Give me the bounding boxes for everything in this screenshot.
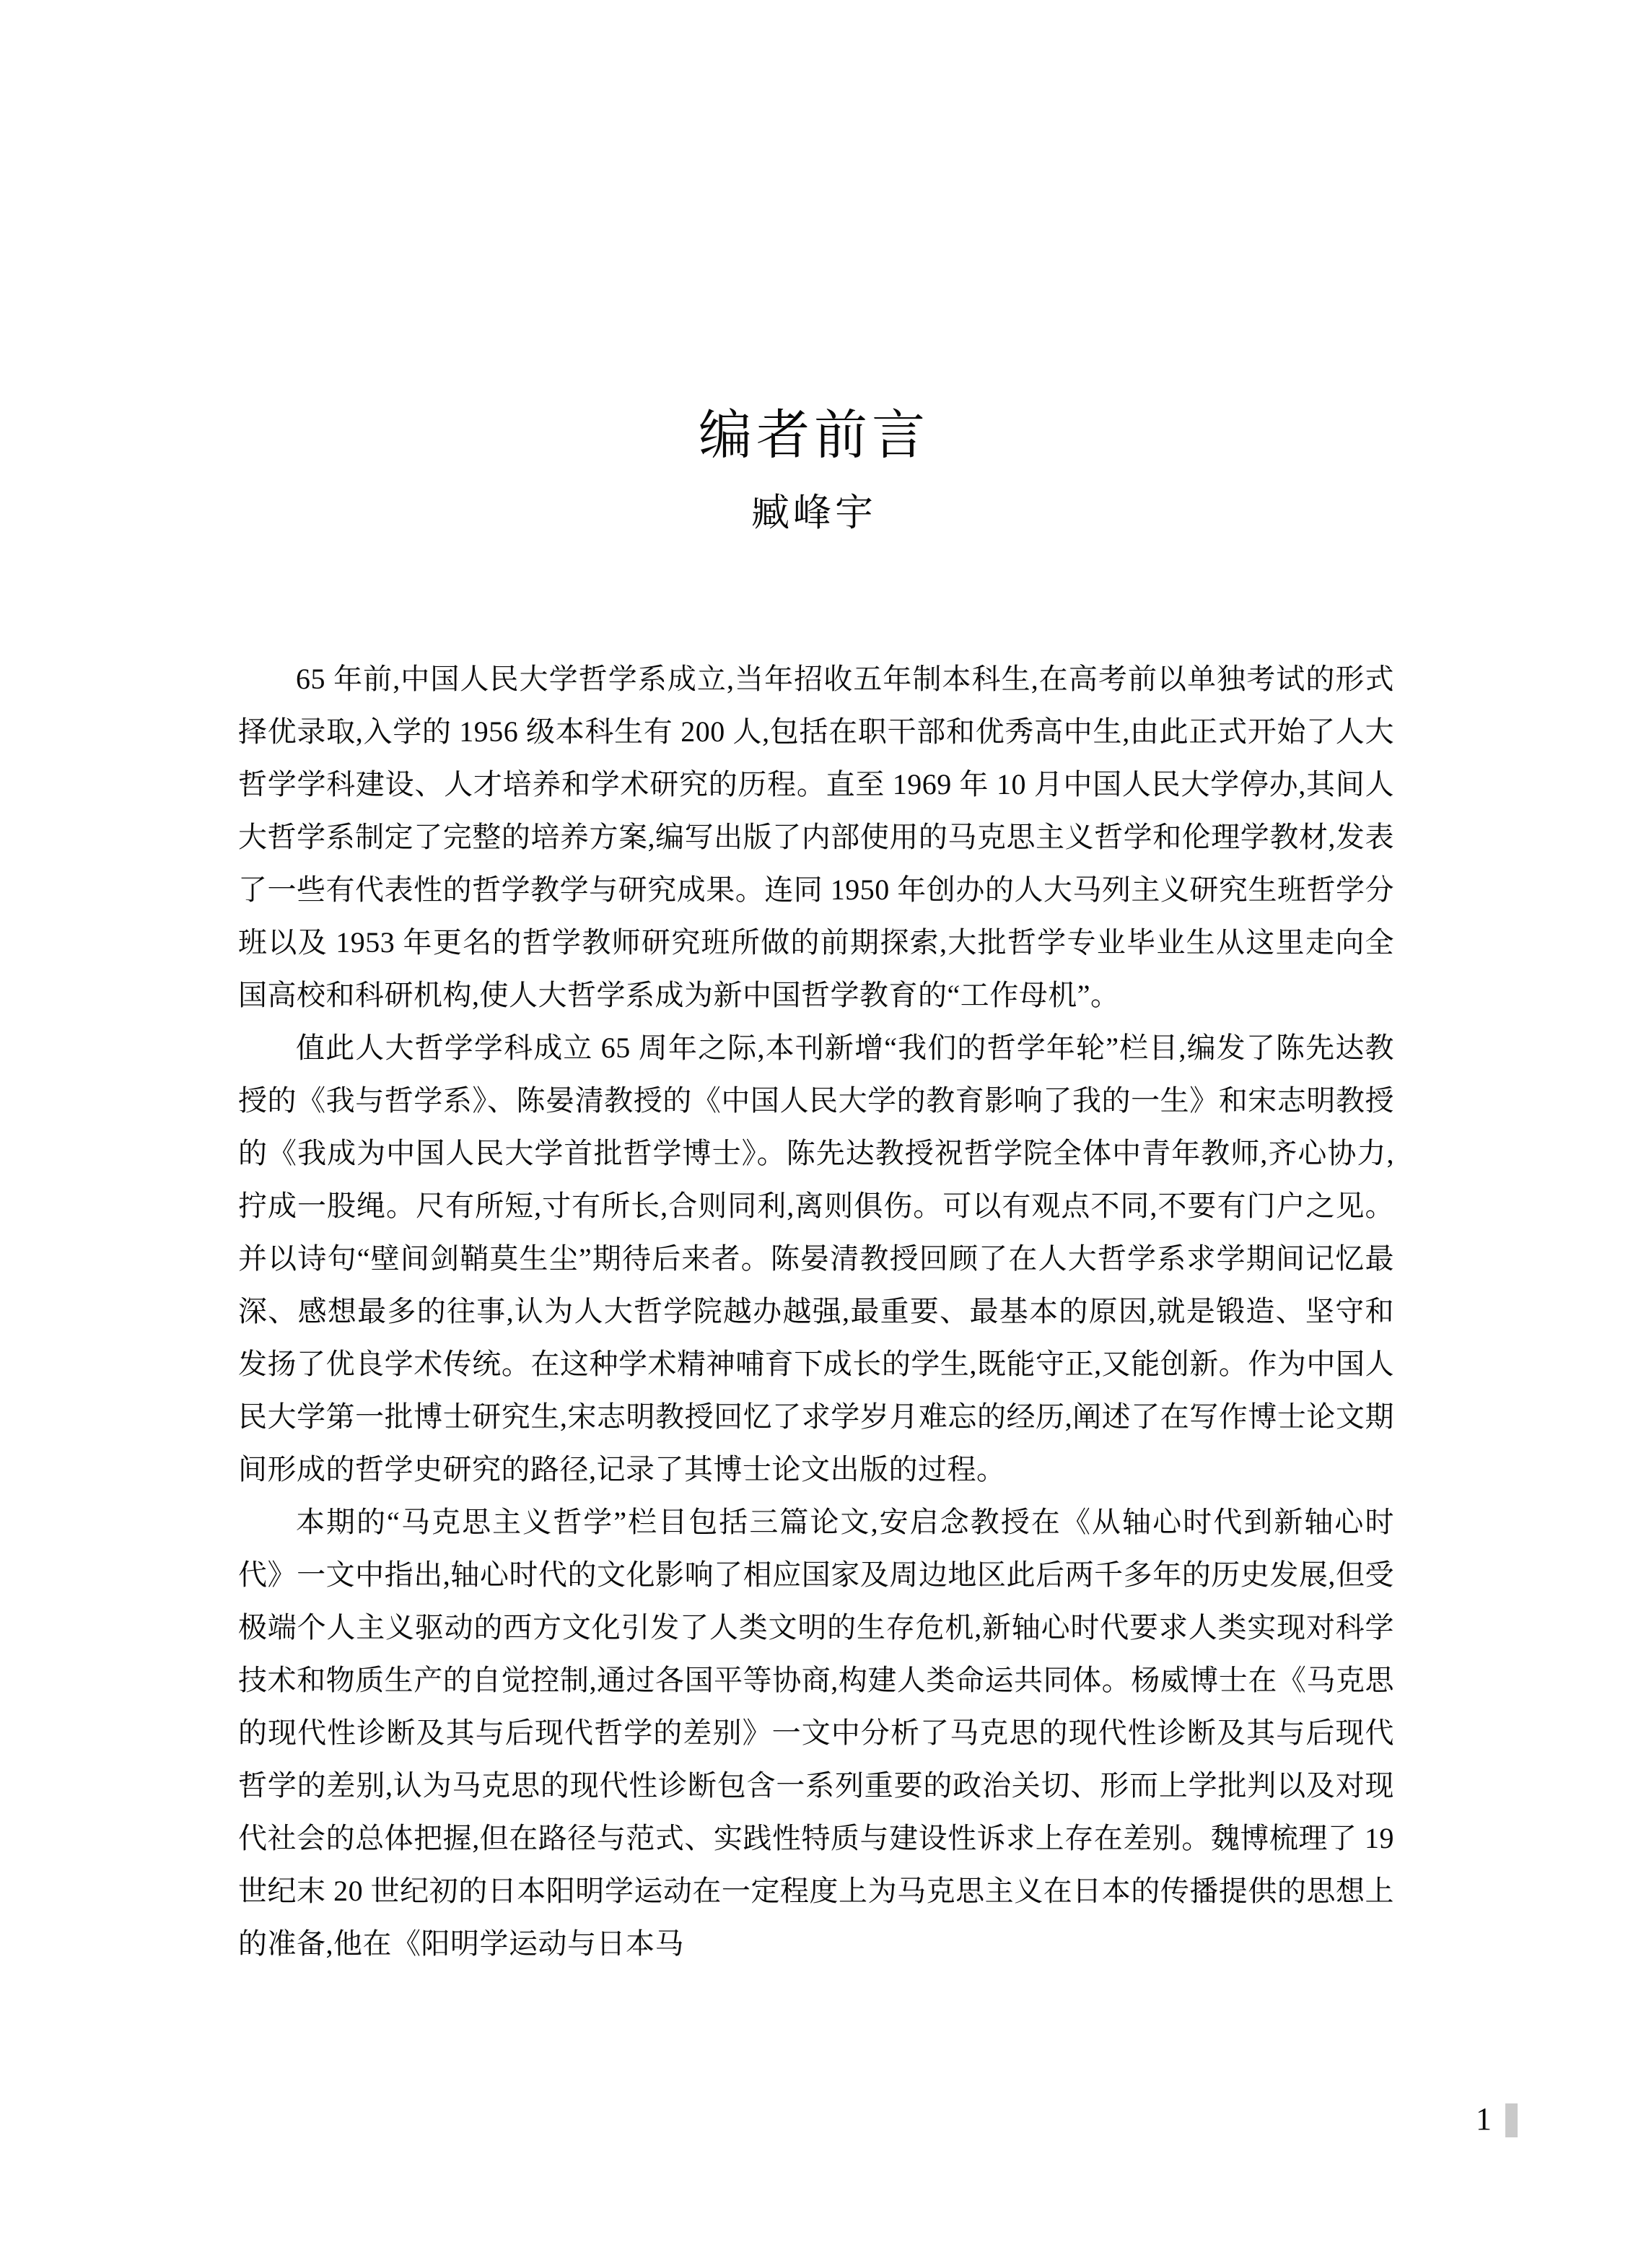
- paragraph-1: 65 年前,中国人民大学哲学系成立,当年招收五年制本科生,在高考前以单独考试的形式择优录取,入学的 1956 级本科生有 200 人,包括在职干部和优秀高中生,由此正式开始了人大哲学学科建设、人才培养和学术研究的历程。直至 1969 年 10 月中国人民大学停办,其间人大哲学系制定了完整的培养方案,编写出版了内部使用的马克思主义哲学和伦理学教材,发表了一些有代表性的哲学教学与研究成果。连同 1950 年创办的人大马列主义研究生班哲学分班以及 1953 年更名的哲学教师研究班所做的前期探索,大批哲学专业毕业生从这里走向全国高校和科研机构,使人大哲学系成为新中国哲学教育的“工作母机”。: [238, 663, 1394, 1011]
- author-name: 臧峰宇: [751, 492, 877, 534]
- page-number-bar: [1505, 2103, 1518, 2137]
- preface-body: [238, 653, 1394, 1970]
- paragraph-3: 本期的“马克思主义哲学”栏目包括三篇论文,安启念教授在《从轴心时代到新轴心时代》一文中指出,轴心时代的文化影响了相应国家及周边地区此后两千多年的历史发展,但受极端个人主义驱动的西方文化引发了人类文明的生存危机,新轴心时代要求人类实现对科学技术和物质生产的自觉控制,通过各国平等协商,构建人类命运共同体。杨威博士在《马克思的现代性诊断及其与后现代哲学的差别》一文中分析了马克思的现代性诊断及其与后现代哲学的差别,认为马克思的现代性诊断包含一系列重要的政治关切、形而上学批判以及对现代社会的总体把握,但在路径与范式、实践性特质与建设性诉求上存在差别。魏博梳理了 19 世纪末 20 世纪初的日本阳明学运动在一定程度上为马克思主义在日本的传播提供的思想上的准备,他在《阳明学运动与日本马: [238, 1506, 1394, 1960]
- paragraph-2: 值此人大哲学学科成立 65 周年之际,本刊新增“我们的哲学年轮”栏目,编发了陈先达教授的《我与哲学系》、陈晏清教授的《中国人民大学的教育影响了我的一生》和宋志明教授的《我成为中国人民大学首批哲学博士》。陈先达教授祝哲学院全体中青年教师,齐心协力,拧成一股绳。尺有所短,寸有所长,合则同利,离则俱伤。可以有观点不同,不要有门户之见。并以诗句“壁间剑鞘莫生尘”期待后来者。陈晏清教授回顾了在人大哲学系求学期间记忆最深、感想最多的往事,认为人大哲学院越办越强,最重要、最基本的原因,就是锻造、坚守和发扬了优良学术传统。在这种学术精神哺育下成长的学生,既能守正,又能创新。作为中国人民大学第一批博士研究生,宋志明教授回忆了求学岁月难忘的经历,阐述了在写作博士论文期间形成的哲学史研究的路径,记录了其博士论文出版的过程。: [238, 1031, 1394, 1486]
- page-number: 1: [1476, 2101, 1492, 2137]
- page-footer: [1476, 2101, 1518, 2138]
- page-title: 编者前言: [699, 404, 929, 465]
